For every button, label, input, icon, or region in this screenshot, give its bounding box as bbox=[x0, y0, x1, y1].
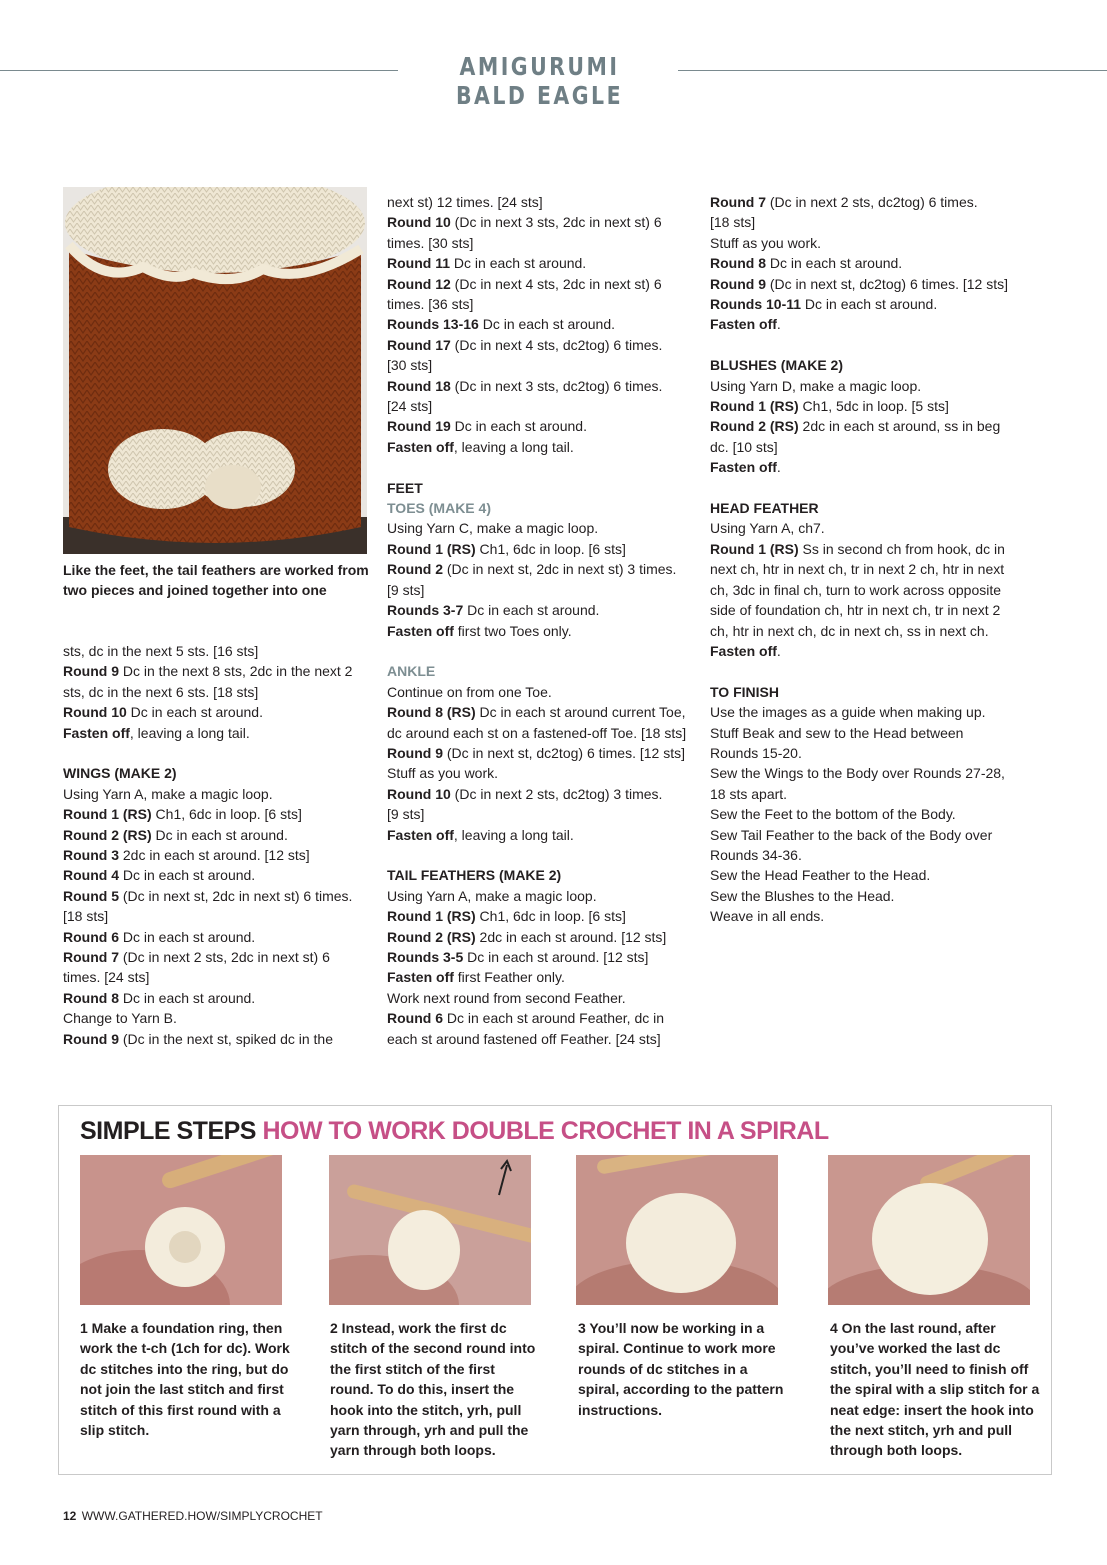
instruction-text: times. [24 sts] bbox=[63, 969, 150, 986]
pattern-line bbox=[710, 518, 1030, 538]
pattern-line bbox=[710, 539, 1030, 559]
step-number: 3 bbox=[578, 1320, 586, 1336]
round-label: Round 7 bbox=[710, 194, 766, 210]
instruction-text: each st around fastened off Feather. [24 sts] bbox=[387, 1030, 661, 1047]
spacer bbox=[710, 478, 1030, 498]
pattern-line bbox=[387, 559, 697, 579]
pattern-line bbox=[710, 600, 1030, 620]
round-label: Round 1 (RS) bbox=[710, 540, 799, 557]
instruction-text: Dc in each st around. bbox=[119, 928, 256, 945]
instruction-text: Rounds 15-20. bbox=[710, 744, 802, 761]
instruction-text: dc around each st on a fastened-off Toe. [18 sts] bbox=[387, 724, 687, 741]
instruction-text: Stuff as you work. bbox=[387, 765, 499, 782]
pattern-line bbox=[710, 416, 1030, 436]
amigurumi-tail-photo bbox=[63, 187, 367, 554]
pattern-line bbox=[710, 723, 1030, 743]
instruction-text: (Dc in next 2 sts, dc2tog) 3 times. bbox=[450, 785, 663, 802]
column-3 bbox=[710, 192, 1030, 927]
instruction-text: Dc in each st around Feather, dc in bbox=[443, 1010, 665, 1027]
round-label: Round 1 (RS) bbox=[387, 540, 476, 557]
round-label: Round 7 bbox=[63, 949, 119, 966]
round-label: Round 3 bbox=[63, 847, 119, 864]
header-rule-left bbox=[0, 70, 398, 71]
instruction-text: [24 sts] bbox=[387, 398, 433, 415]
section-heading: TO FINISH bbox=[710, 683, 779, 700]
instruction-text: . bbox=[776, 316, 781, 333]
round-label: Round 10 bbox=[387, 214, 451, 231]
instruction-text: next st) 12 times. [24 sts] bbox=[387, 194, 543, 210]
pattern-line bbox=[710, 376, 1030, 396]
pattern-line bbox=[387, 1029, 697, 1049]
instruction-text: Dc in each st around. bbox=[151, 826, 288, 843]
instruction-text: ch, 3dc in final ch, turn to work across opposite bbox=[710, 581, 1002, 598]
instruction-text: Using Yarn A, make a magic loop. bbox=[387, 887, 597, 904]
instruction-text: first two Toes only. bbox=[453, 622, 572, 639]
instruction-text: Work next round from second Feather. bbox=[387, 989, 626, 1006]
pattern-line bbox=[63, 988, 373, 1008]
instruction-text: [9 sts] bbox=[387, 581, 425, 598]
spacer bbox=[387, 641, 697, 661]
round-label: Fasten off bbox=[387, 969, 454, 986]
simple-steps-subtitle: HOW TO WORK DOUBLE CROCHET IN A SPIRAL bbox=[262, 1117, 829, 1145]
step-caption-3 bbox=[578, 1318, 788, 1420]
instruction-text: Using Yarn D, make a magic loop. bbox=[710, 377, 922, 394]
pattern-line bbox=[387, 886, 697, 906]
round-label: Round 18 bbox=[387, 377, 451, 394]
section-subheading: TOES (MAKE 4) bbox=[387, 500, 491, 517]
instruction-text: Ch1, 6dc in loop. [6 sts] bbox=[475, 540, 626, 557]
pattern-line bbox=[710, 865, 1030, 885]
section-subheading: ANKLE bbox=[387, 663, 436, 680]
instruction-text: Rounds 34-36. bbox=[710, 846, 802, 863]
pattern-line bbox=[63, 702, 373, 722]
pattern-line bbox=[63, 906, 373, 926]
instruction-text: Ch1, 5dc in loop. [5 sts] bbox=[798, 398, 949, 415]
instruction-text: times. [36 sts] bbox=[387, 296, 474, 313]
instruction-text: dc. [10 sts] bbox=[710, 438, 778, 455]
pattern-line bbox=[710, 253, 1030, 273]
pattern-line bbox=[387, 763, 697, 783]
pattern-line bbox=[387, 600, 697, 620]
round-label: Round 2 bbox=[387, 561, 443, 578]
instruction-text: . bbox=[776, 459, 781, 476]
instruction-text: Dc in each st around current Toe, bbox=[475, 704, 686, 721]
page-number: 12 bbox=[63, 1509, 77, 1523]
pattern-line bbox=[710, 702, 1030, 722]
instruction-text: Dc in each st around. [12 sts] bbox=[463, 948, 649, 965]
round-label: Round 8 (RS) bbox=[387, 704, 476, 721]
pattern-line bbox=[387, 621, 697, 641]
crochet-step-photo bbox=[828, 1155, 1030, 1305]
step-number: 1 bbox=[80, 1320, 88, 1336]
pattern-line bbox=[387, 437, 697, 457]
pattern-line bbox=[387, 416, 697, 436]
round-label: Round 2 (RS) bbox=[710, 418, 799, 435]
column-1 bbox=[63, 641, 373, 1049]
page-footer bbox=[63, 1509, 323, 1523]
pattern-line bbox=[710, 192, 1030, 212]
instruction-text: Sew the Head Feather to the Head. bbox=[710, 867, 931, 884]
pattern-line bbox=[387, 355, 697, 375]
spacer bbox=[387, 845, 697, 865]
spacer bbox=[387, 457, 697, 477]
pattern-line bbox=[63, 927, 373, 947]
pattern-line bbox=[710, 621, 1030, 641]
pattern-line bbox=[710, 641, 1030, 661]
pattern-line bbox=[387, 580, 697, 600]
pattern-line bbox=[63, 723, 373, 743]
pattern-line bbox=[63, 661, 373, 681]
instruction-text: Using Yarn A, ch7. bbox=[710, 520, 825, 537]
round-label: Round 9 bbox=[63, 1030, 119, 1047]
round-label: Fasten off bbox=[710, 316, 777, 333]
round-label: Round 9 bbox=[63, 663, 119, 680]
instruction-text: times. [30 sts] bbox=[387, 234, 474, 251]
photo-caption: Like the feet, the tail feathers are worked from two pieces and joined together into one bbox=[63, 562, 369, 599]
instruction-text: sts, dc in the next 6 sts. [18 sts] bbox=[63, 683, 259, 700]
instruction-text: (Dc in next st, dc2tog) 6 times. [12 sts] bbox=[766, 275, 1008, 292]
instruction-text: , leaving a long tail. bbox=[129, 724, 250, 741]
pattern-line bbox=[710, 580, 1030, 600]
pattern-line bbox=[710, 763, 1030, 783]
round-label: Round 2 (RS) bbox=[63, 826, 152, 843]
step-text: On the last round, after you’ve worked the last dc stitch, you’ll need to finish off the spiral with a slip stitch for a neat edge: insert the hook into the next stitch, yrh and pull through both loops. bbox=[830, 1320, 1040, 1459]
pattern-line bbox=[387, 539, 697, 559]
section-heading: WINGS (MAKE 2) bbox=[63, 765, 177, 782]
pattern-line bbox=[63, 845, 373, 865]
instruction-text: [9 sts] bbox=[387, 806, 425, 823]
pattern-line bbox=[710, 804, 1030, 824]
instruction-text: sts, dc in the next 5 sts. [16 sts] bbox=[63, 643, 259, 659]
round-label: Fasten off bbox=[387, 438, 454, 455]
pattern-line bbox=[710, 559, 1030, 579]
section-heading: TAIL FEATHERS (MAKE 2) bbox=[387, 867, 562, 884]
instruction-text: 2dc in each st around, ss in beg bbox=[798, 418, 1001, 435]
instruction-text: [30 sts] bbox=[387, 357, 433, 374]
round-label: Fasten off bbox=[387, 622, 454, 639]
pattern-line bbox=[387, 743, 697, 763]
instruction-text: Sew the Blushes to the Head. bbox=[710, 887, 895, 904]
instruction-text: Continue on from one Toe. bbox=[387, 683, 552, 700]
pattern-line bbox=[63, 967, 373, 987]
crochet-step-photo bbox=[329, 1155, 531, 1305]
instruction-text: (Dc in next 3 sts, dc2tog) 6 times. bbox=[450, 377, 663, 394]
instruction-text: 18 sts apart. bbox=[710, 785, 788, 802]
instruction-text: ch, htr in next ch, dc in next ch, ss in next ch. bbox=[710, 622, 989, 639]
pattern-line bbox=[710, 825, 1030, 845]
instruction-text: , leaving a long tail. bbox=[453, 826, 574, 843]
instruction-text: Change to Yarn B. bbox=[63, 1010, 177, 1027]
round-label: Rounds 10-11 bbox=[710, 296, 802, 313]
spacer bbox=[63, 743, 373, 763]
round-label: Round 19 bbox=[387, 418, 451, 435]
instruction-text: (Dc in next st, 2dc in next st) 3 times. bbox=[443, 561, 677, 578]
section-heading: BLUSHES (MAKE 2) bbox=[710, 357, 844, 374]
instruction-text: (Dc in next 2 sts, 2dc in next st) 6 bbox=[119, 949, 330, 966]
instruction-text: Using Yarn A, make a magic loop. bbox=[63, 785, 273, 802]
pattern-line bbox=[387, 294, 697, 314]
instruction-text: next ch, htr in next ch, tr in next 2 ch, htr in next bbox=[710, 561, 1005, 578]
spacer bbox=[710, 661, 1030, 681]
instruction-text: first Feather only. bbox=[453, 969, 565, 986]
instruction-text: (Dc in next 3 sts, 2dc in next st) 6 bbox=[450, 214, 662, 231]
pattern-line bbox=[710, 396, 1030, 416]
pattern-line bbox=[387, 702, 697, 722]
pattern-line bbox=[387, 825, 697, 845]
instruction-text: Dc in each st around. bbox=[801, 296, 938, 313]
pattern-line bbox=[710, 845, 1030, 865]
round-label: Rounds 3-5 bbox=[387, 948, 464, 965]
pattern-line bbox=[710, 784, 1030, 804]
round-label: Round 8 bbox=[63, 989, 119, 1006]
step-caption-1 bbox=[80, 1318, 290, 1440]
pattern-line bbox=[710, 457, 1030, 477]
round-label: Round 6 bbox=[63, 928, 119, 945]
pattern-line bbox=[710, 743, 1030, 763]
pattern-line bbox=[387, 335, 697, 355]
pattern-line bbox=[63, 784, 373, 804]
pattern-line bbox=[387, 253, 697, 273]
pattern-line bbox=[710, 314, 1030, 334]
instruction-text: [18 sts] bbox=[63, 908, 109, 925]
section-heading: HEAD FEATHER bbox=[710, 500, 819, 517]
pattern-line bbox=[710, 437, 1030, 457]
instruction-text: 2dc in each st around. [12 sts] bbox=[475, 928, 667, 945]
instruction-text: , leaving a long tail. bbox=[453, 438, 574, 455]
footer-url[interactable]: WWW.GATHERED.HOW/SIMPLYCROCHET bbox=[81, 1509, 323, 1523]
instruction-text: Dc in each st around. bbox=[766, 255, 903, 272]
instruction-text: (Dc in the next st, spiked dc in the bbox=[119, 1030, 333, 1047]
pattern-line bbox=[63, 825, 373, 845]
instruction-text: Sew the Wings to the Body over Rounds 27-28, bbox=[710, 765, 1005, 782]
pattern-line bbox=[387, 682, 697, 702]
step-text: Make a foundation ring, then work the t-ch (1ch for dc). Work dc stitches into the ring, but do not join the last stitch and first stitch of this first round with a slip stitch. bbox=[80, 1320, 290, 1439]
pattern-line bbox=[63, 804, 373, 824]
pattern-line bbox=[387, 947, 697, 967]
round-label: Fasten off bbox=[710, 642, 777, 659]
instruction-text: Using Yarn C, make a magic loop. bbox=[387, 520, 599, 537]
instruction-text: Ch1, 6dc in loop. [6 sts] bbox=[151, 806, 302, 823]
round-label: Round 1 (RS) bbox=[387, 908, 476, 925]
round-label: Round 4 bbox=[63, 867, 119, 884]
spacer bbox=[710, 335, 1030, 355]
step-caption-4 bbox=[830, 1318, 1040, 1461]
round-label: Round 9 bbox=[710, 275, 766, 292]
header-rule-right bbox=[678, 70, 1107, 71]
round-label: Round 10 bbox=[387, 785, 451, 802]
instruction-text: (Dc in next st, 2dc in next st) 6 times. bbox=[119, 887, 353, 904]
round-label: Round 17 bbox=[387, 336, 451, 353]
instruction-text: Dc in each st around. bbox=[478, 316, 615, 333]
round-label: Round 11 bbox=[387, 255, 451, 272]
round-label: Round 10 bbox=[63, 704, 127, 721]
pattern-line bbox=[63, 1008, 373, 1028]
pattern-line bbox=[387, 233, 697, 253]
instruction-text: Stuff as you work. bbox=[710, 234, 822, 251]
pattern-line bbox=[387, 314, 697, 334]
page-title: AMIGURUMI BALD EAGLE bbox=[455, 52, 624, 110]
round-label: Fasten off bbox=[710, 459, 777, 476]
pattern-line bbox=[63, 641, 373, 661]
round-label: Rounds 3-7 bbox=[387, 602, 464, 619]
round-label: Round 6 bbox=[387, 1010, 443, 1027]
pattern-line bbox=[710, 886, 1030, 906]
instruction-text: Dc in each st around. bbox=[119, 989, 256, 1006]
pattern-line bbox=[710, 274, 1030, 294]
instruction-text: Dc in each st around. bbox=[450, 418, 587, 435]
pattern-line bbox=[387, 927, 697, 947]
pattern-line bbox=[387, 988, 697, 1008]
instruction-text: Dc in each st around. bbox=[119, 867, 256, 884]
pattern-line bbox=[387, 396, 697, 416]
pattern-line bbox=[63, 1029, 373, 1049]
column-2 bbox=[387, 192, 697, 1049]
instruction-text: Ch1, 6dc in loop. [6 sts] bbox=[475, 908, 626, 925]
pattern-line bbox=[387, 192, 697, 212]
section-heading: FEET bbox=[387, 479, 423, 496]
pattern-line bbox=[710, 294, 1030, 314]
simple-steps-label: SIMPLE STEPS bbox=[80, 1117, 256, 1145]
step-caption-2 bbox=[330, 1318, 540, 1461]
instruction-text: Ss in second ch from hook, dc in bbox=[798, 540, 1005, 557]
instruction-text: Dc in each st around. bbox=[450, 255, 587, 272]
pattern-line bbox=[387, 274, 697, 294]
pattern-line bbox=[710, 233, 1030, 253]
pattern-line bbox=[387, 518, 697, 538]
crochet-step-photo bbox=[80, 1155, 282, 1305]
round-label: Round 12 bbox=[387, 275, 451, 292]
round-label: Round 9 bbox=[387, 744, 443, 761]
instruction-text: (Dc in next st, dc2tog) 6 times. [12 sts] bbox=[443, 744, 685, 761]
instruction-text: Weave in all ends. bbox=[710, 908, 825, 925]
pattern-line bbox=[63, 865, 373, 885]
round-label: Fasten off bbox=[387, 826, 454, 843]
pattern-line bbox=[387, 784, 697, 804]
pattern-line bbox=[710, 212, 1030, 232]
pattern-line bbox=[387, 1008, 697, 1028]
instruction-text: (Dc in next 4 sts, dc2tog) 6 times. bbox=[450, 336, 663, 353]
instruction-text: Sew the Feet to the bottom of the Body. bbox=[710, 806, 956, 823]
pattern-line bbox=[63, 886, 373, 906]
instruction-text: [18 sts] bbox=[710, 214, 756, 231]
pattern-line bbox=[63, 947, 373, 967]
instruction-text: (Dc in next 2 sts, dc2tog) 6 times. bbox=[766, 194, 978, 210]
pattern-line bbox=[387, 804, 697, 824]
pattern-line bbox=[710, 906, 1030, 926]
crochet-step-photo bbox=[576, 1155, 778, 1305]
instruction-text: Sew Tail Feather to the back of the Body over bbox=[710, 826, 993, 843]
instruction-text: Dc in each st around. bbox=[126, 704, 263, 721]
step-number: 4 bbox=[830, 1320, 838, 1336]
round-label: Round 1 (RS) bbox=[63, 806, 152, 823]
instruction-text: Stuff Beak and sew to the Head between bbox=[710, 724, 964, 741]
instruction-text: Dc in the next 8 sts, 2dc in the next 2 bbox=[119, 663, 353, 680]
simple-steps-title bbox=[80, 1117, 829, 1146]
round-label: Rounds 13-16 bbox=[387, 316, 479, 333]
pattern-line bbox=[387, 906, 697, 926]
pattern-line bbox=[387, 967, 697, 987]
round-label: Round 8 bbox=[710, 255, 766, 272]
step-number: 2 bbox=[330, 1320, 338, 1336]
instruction-text: Use the images as a guide when making up. bbox=[710, 704, 986, 721]
pattern-line bbox=[387, 723, 697, 743]
pattern-line bbox=[63, 682, 373, 702]
round-label: Round 2 (RS) bbox=[387, 928, 476, 945]
round-label: Fasten off bbox=[63, 724, 130, 741]
round-label: Round 1 (RS) bbox=[710, 398, 799, 415]
instruction-text: side of foundation ch, htr in next ch, tr in next 2 bbox=[710, 602, 1001, 619]
instruction-text: 2dc in each st around. [12 sts] bbox=[119, 847, 310, 864]
pattern-line bbox=[387, 376, 697, 396]
round-label: Round 5 bbox=[63, 887, 119, 904]
instruction-text: Dc in each st around. bbox=[463, 602, 600, 619]
pattern-line bbox=[387, 212, 697, 232]
instruction-text: (Dc in next 4 sts, 2dc in next st) 6 bbox=[450, 275, 662, 292]
step-text: Instead, work the first dc stitch of the second round into the first stitch of the first round. To do this, insert the hook into the stitch, yrh, pull yarn through, yrh and pull the yarn through both loops. bbox=[330, 1320, 536, 1459]
step-text: You’ll now be working in a spiral. Continue to work more rounds of dc stitches in a spiral, according to the pattern instructions. bbox=[578, 1320, 784, 1418]
instruction-text: . bbox=[776, 642, 781, 659]
